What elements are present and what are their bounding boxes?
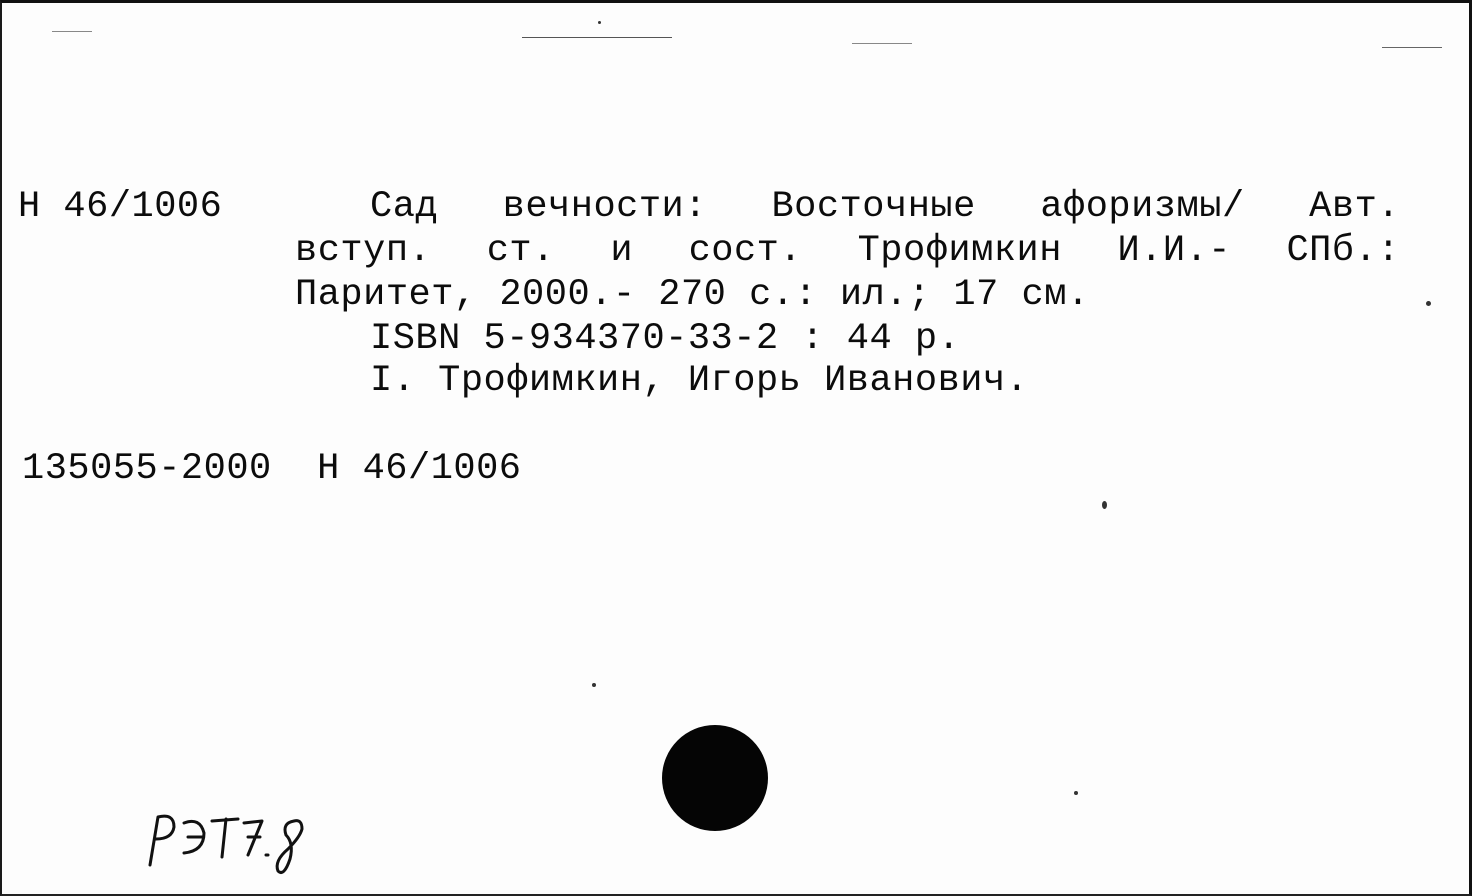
- scan-speck: [598, 21, 601, 24]
- responsibility-line: вступ. ст. и сост. Трофимкин И.И.- СПб.:: [295, 230, 1400, 272]
- scan-speck: [1102, 501, 1107, 509]
- scan-speck: [1426, 301, 1431, 306]
- scan-noise: [852, 43, 912, 44]
- scan-noise: [522, 37, 672, 38]
- imprint-line: Паритет, 2000.- 270 с.: ил.; 17 см.: [295, 274, 1090, 316]
- accession-row: [22, 447, 522, 491]
- scan-speck: [1074, 791, 1078, 795]
- accession-shelfmark: Н 46/1006: [317, 448, 522, 490]
- author-entry-line: I. Трофимкин, Игорь Иванович.: [370, 360, 1029, 402]
- handwritten-note: [144, 803, 324, 883]
- isbn-line: ISBN 5-934370-33-2 : 44 р.: [370, 318, 961, 360]
- accession-number: 135055-2000: [22, 448, 272, 490]
- scan-speck: [592, 683, 596, 687]
- shelfmark: Н 46/1006: [18, 186, 223, 228]
- title-line: Сад вечности: Восточные афоризмы/ Авт.: [370, 186, 1400, 228]
- punch-hole: [662, 725, 768, 831]
- scan-noise: [52, 31, 92, 32]
- scan-noise: [1382, 47, 1442, 48]
